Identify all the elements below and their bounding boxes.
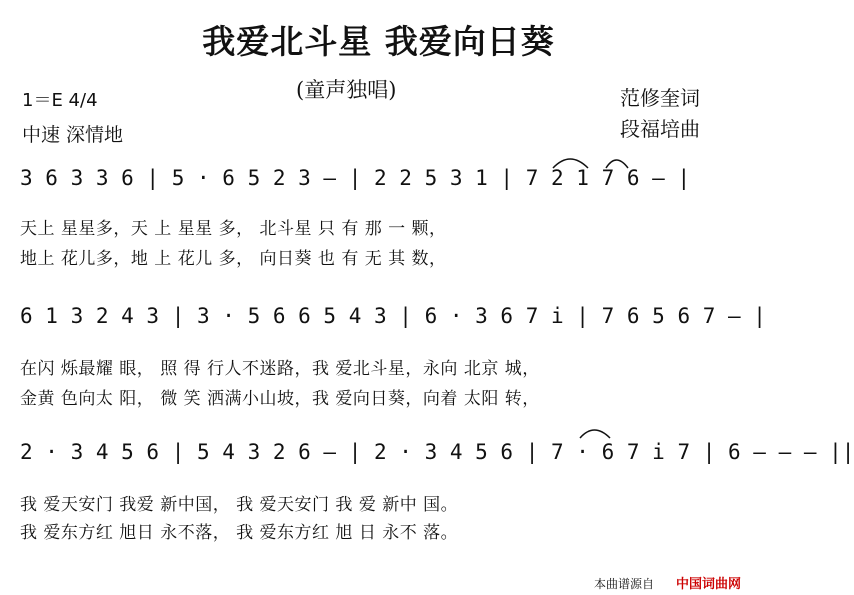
slur-arc (553, 159, 588, 168)
slur-arc (580, 430, 610, 438)
page-title: 我爱北斗星 我爱向日葵 (202, 22, 555, 61)
lyric-line-3-verse-1: 我 爱天安门 我爱 新中国， 我 爱天安门 我 爱 新中 国。 (20, 495, 459, 515)
notation-line-1: 3 6 3 3 6 | 5 · 6 5 2 3 — | 2 2 5 3 1 | 7 2 1 7 6 — | (20, 166, 691, 190)
tempo-mark: 中速 深情地 (22, 124, 124, 146)
composer-credit: 段福培曲 (620, 117, 700, 141)
lyric-line-1-verse-1: 天上 星星多，天 上 星星 多， 北斗星 只 有 那 一 颗， (20, 219, 447, 239)
lyric-line-2-verse-1: 在闪 烁最耀 眼， 照 得 行人不迷路，我 爱北斗星，永向 北京 城， (20, 359, 540, 379)
notation-line-2: 6 1 3 2 4 3 | 3 · 5 6 6 5 4 3 | 6 · 3 6 7 i | 7 6 5 6 7 — | (20, 304, 766, 328)
lyric-line-1-verse-2: 地上 花儿多，地 上 花儿 多， 向日葵 也 有 无 其 数， (20, 249, 447, 269)
slur-arc (606, 160, 628, 168)
lyric-line-2-verse-2: 金黄 色向太 阳， 微 笑 洒满小山坡，我 爱向日葵，向着 太阳 转， (20, 389, 540, 409)
page-subtitle: (童声独唱) (296, 78, 397, 102)
lyric-line-3-verse-2: 我 爱东方红 旭日 永不落， 我 爱东方红 旭 日 永不 落。 (20, 523, 459, 543)
source-note: 本曲谱源自 (594, 577, 655, 591)
key-signature: 1＝E 4/4 (22, 90, 98, 111)
notation-line-3: 2 · 3 4 5 6 | 5 4 3 2 6 — | 2 · 3 4 5 6 | 7 · 6 7 i 7 | 6 — — — || (20, 440, 854, 464)
lyricist-credit: 范修奎词 (620, 86, 700, 110)
site-name: 中国词曲网 (676, 577, 742, 592)
